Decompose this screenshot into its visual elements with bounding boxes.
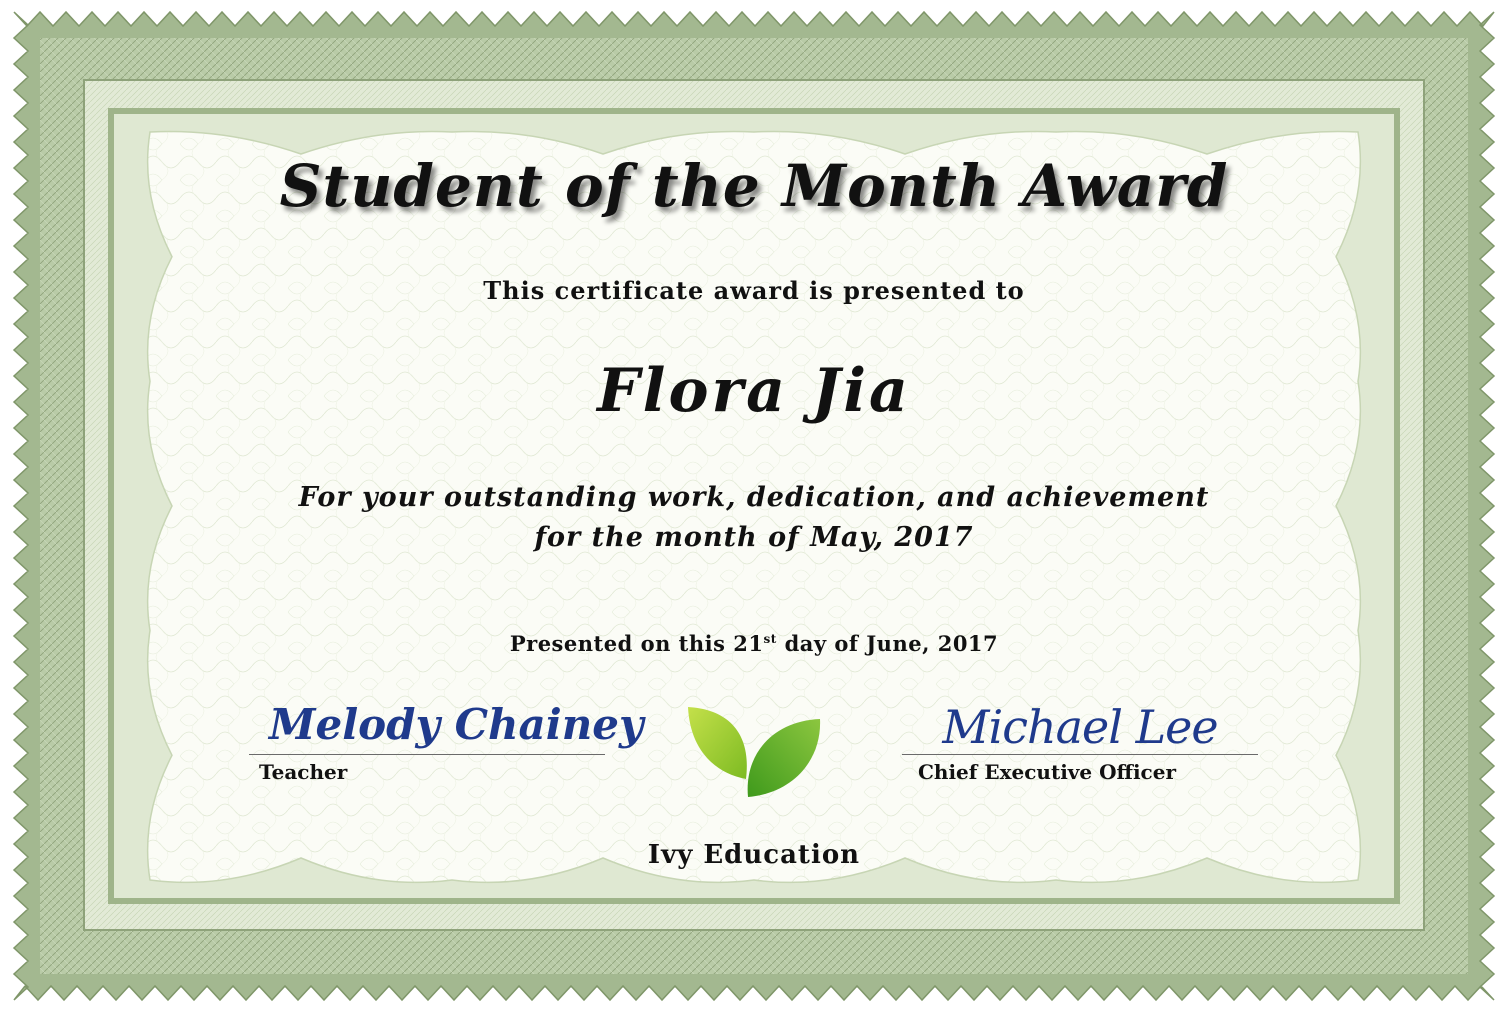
date-prefix: Presented on this 21 — [509, 631, 764, 656]
signature-block-ceo — [902, 700, 1258, 790]
signature-line — [249, 754, 605, 755]
signature-ceo: Michael Lee — [942, 700, 1218, 754]
date-ordinal-suffix: st — [763, 632, 777, 646]
presentation-date — [0, 631, 1508, 656]
signature-role-ceo: Chief Executive Officer — [918, 760, 1176, 784]
signature-teacher: Melody Chainey — [269, 700, 644, 749]
recipient-name: Flora Jia — [597, 356, 911, 426]
leaf-icon — [684, 703, 824, 799]
date-rest: day of June, 2017 — [776, 631, 999, 656]
certificate-title: Student of the Month Award — [279, 152, 1229, 220]
citation-line-2: for the month of May, 2017 — [534, 522, 974, 553]
citation-line-1: For your outstanding work, dedication, and achievement — [298, 482, 1210, 513]
signature-block-teacher — [249, 700, 644, 790]
signature-line — [902, 754, 1258, 755]
organization-name: Ivy Education — [647, 840, 861, 870]
signature-role-teacher: Teacher — [259, 760, 348, 784]
presented-to-line: This certificate award is presented to — [483, 276, 1025, 305]
